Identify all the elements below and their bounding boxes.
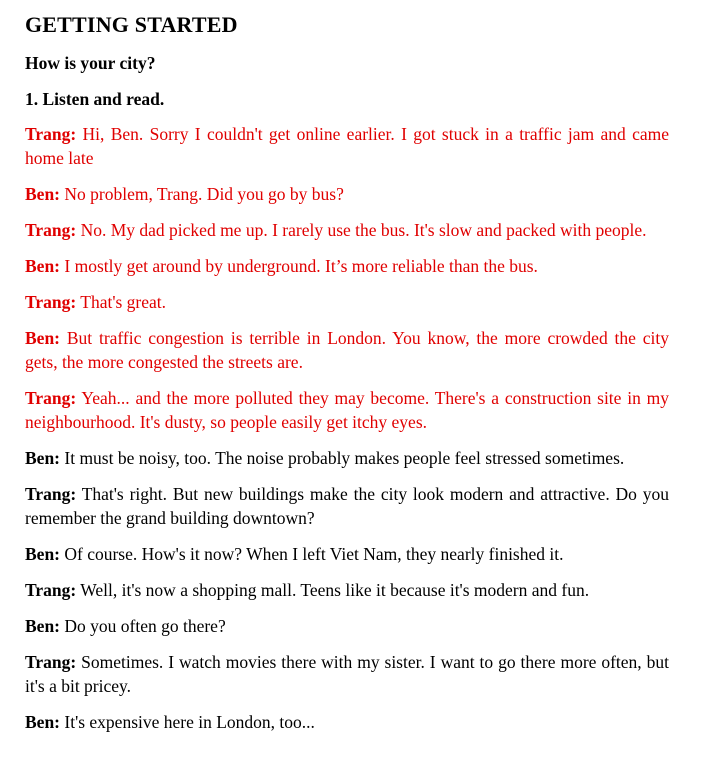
- dialogue-line: [25, 254, 669, 278]
- dialogue-text: It's expensive here in London, too...: [60, 712, 315, 732]
- dialogue-text: No. My dad picked me up. I rarely use the bus. It's slow and packed with people.: [76, 220, 647, 240]
- dialogue-line: [25, 614, 669, 638]
- dialogue-line: [25, 182, 669, 206]
- speaker-name: Trang:: [25, 388, 77, 408]
- exercise-instruction: 1. Listen and read.: [25, 89, 165, 109]
- dialogue-line: [25, 290, 669, 314]
- dialogue-text: Well, it's now a shopping mall. Teens like it because it's modern and fun.: [76, 580, 590, 600]
- speaker-name: Trang:: [25, 580, 77, 600]
- dialogue-line: [25, 386, 669, 434]
- dialogue-text: Yeah... and the more polluted they may become. There's a construction site in my neighbourhood. It's dusty, so people easily get itchy eyes.: [25, 388, 669, 432]
- speaker-name: Ben:: [25, 256, 60, 276]
- section-subheading: How is your city?: [25, 53, 156, 73]
- speaker-name: Ben:: [25, 448, 60, 468]
- dialogue-line: [25, 710, 669, 734]
- dialogue-line: [25, 650, 669, 698]
- dialogue-line: [25, 446, 669, 470]
- dialogue-text: Of course. How's it now? When I left Viet Nam, they nearly finished it.: [60, 544, 564, 564]
- dialogue-text: Do you often go there?: [60, 616, 226, 636]
- dialogue-text: But traffic congestion is terrible in London. You know, the more crowded the city gets, the more congested the streets are.: [25, 328, 669, 372]
- dialogue-text: I mostly get around by underground. It’s more reliable than the bus.: [60, 256, 538, 276]
- dialogue-line: [25, 482, 669, 530]
- dialogue-text: No problem, Trang. Did you go by bus?: [60, 184, 344, 204]
- dialogue-text: That's right. But new buildings make the city look modern and attractive. Do you remember the grand building downtown?: [25, 484, 669, 528]
- dialogue-text: Sometimes. I watch movies there with my sister. I want to go there more often, but it's a bit pricey.: [25, 652, 669, 696]
- section-heading: GETTING STARTED: [25, 12, 238, 37]
- dialogue-text: That's great.: [76, 292, 167, 312]
- speaker-name: Ben:: [25, 616, 60, 636]
- dialogue: [25, 122, 669, 734]
- dialogue-line: [25, 542, 669, 566]
- speaker-name: Ben:: [25, 184, 60, 204]
- dialogue-text: It must be noisy, too. The noise probably makes people feel stressed sometimes.: [60, 448, 625, 468]
- speaker-name: Ben:: [25, 328, 60, 348]
- dialogue-line: [25, 122, 669, 170]
- speaker-name: Ben:: [25, 544, 60, 564]
- dialogue-line: [25, 578, 669, 602]
- dialogue-line: [25, 326, 669, 374]
- dialogue-text: Hi, Ben. Sorry I couldn't get online earlier. I got stuck in a traffic jam and came home late: [25, 124, 669, 168]
- speaker-name: Ben:: [25, 712, 60, 732]
- speaker-name: Trang:: [25, 484, 77, 504]
- speaker-name: Trang:: [25, 652, 77, 672]
- speaker-name: Trang:: [25, 292, 77, 312]
- speaker-name: Trang:: [25, 220, 77, 240]
- dialogue-line: [25, 218, 669, 242]
- speaker-name: Trang:: [25, 124, 77, 144]
